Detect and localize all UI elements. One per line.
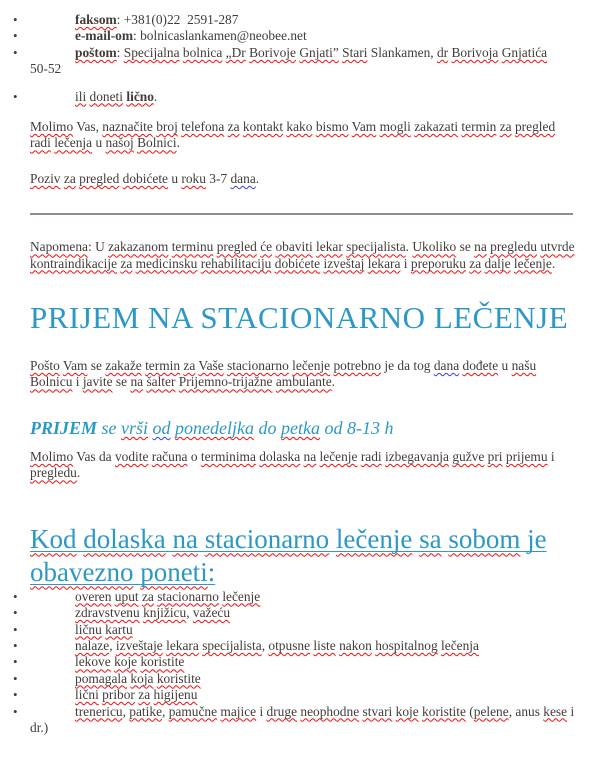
spellcheck-flagged-word: radi — [30, 135, 51, 151]
text-segment: , — [162, 703, 169, 719]
spellcheck-flagged-word: utvrde — [540, 239, 575, 255]
spellcheck-flagged-word: lekar — [316, 239, 343, 255]
paragraph-call-notice — [30, 171, 575, 187]
spellcheck-flagged-word: lečenje — [513, 255, 552, 271]
list-item — [0, 671, 593, 687]
spellcheck-flagged-word: doneti — [89, 88, 124, 104]
text-segment: se — [97, 417, 122, 438]
text-segment: Slankamen, — [367, 44, 437, 60]
spellcheck-flagged-word: Bolnicu — [30, 374, 73, 390]
spellcheck-flagged-word: Poziv — [30, 170, 61, 186]
spellcheck-flagged-word: Kod — [30, 523, 77, 554]
spellcheck-flagged-word: stacionarno — [227, 358, 289, 374]
spellcheck-flagged-word: ili — [75, 88, 87, 104]
spellcheck-flagged-word: zakaže — [105, 358, 142, 374]
spellcheck-flagged-word: koje — [395, 703, 419, 719]
spellcheck-flagged-word: poštom — [75, 44, 117, 60]
paragraph-admission-hours — [30, 417, 575, 439]
list-item — [0, 589, 593, 605]
spellcheck-flagged-word: pregled — [514, 119, 556, 135]
spellcheck-flagged-word: važeću — [192, 605, 231, 621]
spellcheck-flagged-word: lečenja — [54, 135, 93, 151]
spellcheck-flagged-word: pelene — [473, 703, 509, 719]
text-segment: i — [256, 703, 267, 719]
text-segment: . — [176, 135, 180, 151]
text-segment: . — [331, 374, 335, 390]
spellcheck-flagged-word: potrebno — [333, 358, 382, 374]
text-segment: . — [551, 255, 556, 271]
spellcheck-flagged-word: Pošto — [30, 358, 60, 374]
spellcheck-flagged-word: bismo — [315, 119, 349, 135]
spellcheck-flagged-word: otpusne — [268, 637, 311, 653]
spellcheck-flagged-word: pregled — [79, 170, 120, 186]
spellcheck-flagged-word: specijalista — [202, 637, 262, 653]
spellcheck-flagged-word: obavezno — [30, 556, 134, 587]
text-segment: Vas da — [73, 448, 115, 464]
spellcheck-flagged-word: Napomena — [30, 239, 89, 255]
grammar-flagged-word: dana — [230, 170, 256, 186]
text-segment: , — [122, 703, 130, 719]
spellcheck-flagged-word: pamučne — [168, 703, 218, 719]
text-segment: i dr.) — [30, 703, 575, 735]
spellcheck-flagged-word: kese — [543, 703, 568, 719]
text-segment: , anus — [508, 703, 544, 719]
spellcheck-flagged-word: termin — [461, 119, 497, 135]
spellcheck-flagged-word: Vaše — [198, 358, 224, 374]
spellcheck-flagged-word: kako — [286, 119, 313, 135]
spellcheck-flagged-word: za — [120, 255, 133, 271]
spellcheck-flagged-word: Stari — [342, 44, 368, 60]
spellcheck-flagged-word: Vam — [351, 119, 377, 135]
spellcheck-flagged-word: Borivoje — [249, 44, 296, 60]
spellcheck-flagged-word: lekara — [367, 255, 401, 271]
spellcheck-flagged-word: liste — [313, 637, 336, 653]
spellcheck-flagged-word: neophodne — [300, 703, 360, 719]
grammar-flagged-word: od — [152, 417, 171, 438]
spellcheck-flagged-word: druge — [266, 703, 298, 719]
spellcheck-flagged-word: lekara — [166, 637, 199, 653]
text-segment: 3-7 — [205, 170, 231, 186]
spellcheck-flagged-word: šalter — [146, 374, 176, 390]
spellcheck-flagged-word: lečenje — [319, 448, 358, 464]
text-segment: do — [254, 417, 282, 438]
items-to-bring-list — [0, 589, 603, 737]
spellcheck-flagged-word: vrši — [121, 417, 149, 438]
list-item — [0, 89, 593, 105]
spellcheck-flagged-word: pregled — [216, 239, 257, 255]
spellcheck-flagged-word: ponedeljka — [175, 417, 255, 438]
spellcheck-flagged-word: knjižicu — [143, 605, 187, 621]
spellcheck-flagged-word: izveštaj — [323, 255, 365, 271]
spellcheck-flagged-word: pregledu — [30, 465, 77, 481]
spellcheck-flagged-word: trenericu — [75, 703, 123, 719]
grammar-flagged-word: dana — [433, 358, 460, 374]
spellcheck-flagged-word: računa — [151, 448, 188, 464]
spellcheck-flagged-word: majice — [220, 703, 257, 719]
spellcheck-flagged-word: Molimo — [30, 448, 74, 464]
spellcheck-flagged-word: Prijemno-trijažne — [178, 374, 273, 390]
spellcheck-flagged-word: lečenje — [335, 523, 413, 554]
spellcheck-flagged-word: dolaska — [83, 523, 166, 554]
spellcheck-flagged-word: terminima — [200, 448, 256, 464]
list-item — [0, 605, 593, 621]
spellcheck-flagged-word: koristite — [140, 654, 185, 670]
text-segment: je da tog — [381, 358, 434, 374]
spellcheck-flagged-word: uput — [114, 588, 139, 604]
spellcheck-flagged-word: medicinsku — [135, 255, 198, 271]
spellcheck-flagged-word: Gnjati” — [299, 44, 339, 60]
spellcheck-flagged-word: zakazanom — [108, 239, 169, 255]
paragraph-arrival-times-notice — [30, 449, 575, 482]
text-segment: u — [168, 170, 182, 186]
spellcheck-flagged-word: Ukoliko — [412, 239, 457, 255]
spellcheck-flagged-word: Molimo — [30, 119, 74, 135]
text-segment: ( — [465, 703, 474, 719]
spellcheck-flagged-word: dr — [436, 44, 449, 60]
paragraph-phone-contact-request — [30, 119, 575, 152]
text-segment: od 8-13 h — [320, 417, 394, 438]
spellcheck-flagged-word: bolnica — [182, 44, 223, 60]
list-item — [0, 638, 593, 654]
text-segment: . — [255, 170, 260, 186]
heading-prijem-na-stacionarno-lecenje: PRIJEM NA STACIONARNO LEČENJE — [30, 300, 569, 336]
spellcheck-flagged-word: pregledu — [490, 239, 537, 255]
spellcheck-flagged-word: za — [63, 170, 76, 186]
text-segment: u — [498, 358, 512, 374]
spellcheck-flagged-word: ličnu — [75, 621, 102, 637]
spellcheck-flagged-word: „Dr — [225, 44, 246, 60]
spellcheck-flagged-word: koje — [114, 654, 138, 670]
spellcheck-flagged-word: roku — [181, 170, 206, 186]
spellcheck-flagged-word: našoj — [105, 135, 134, 151]
paragraph-napomena-note — [30, 239, 575, 272]
spellcheck-flagged-word: na — [130, 374, 144, 390]
spellcheck-flagged-word: koja — [130, 670, 154, 686]
spellcheck-flagged-word: stacionarno — [204, 523, 330, 554]
text-segment: , — [186, 605, 193, 621]
spellcheck-flagged-word: kontakt — [242, 119, 284, 135]
text-segment: : +381(0)22 2591-287 — [116, 12, 239, 27]
text-segment: i — [400, 255, 411, 271]
list-item — [0, 687, 593, 703]
spellcheck-flagged-word: radi — [360, 448, 382, 464]
spellcheck-flagged-word: faksom — [75, 12, 117, 27]
spellcheck-flagged-word: lečenje — [222, 588, 261, 604]
text-segment: . — [153, 88, 158, 104]
spellcheck-flagged-word: telefona — [181, 119, 225, 135]
spellcheck-flagged-word: našu — [511, 358, 537, 374]
spellcheck-flagged-word: pomagala — [75, 670, 128, 686]
text-segment: e-mail-om — [75, 28, 134, 44]
spellcheck-flagged-word: Bolnici — [137, 135, 177, 151]
spellcheck-flagged-word: javite — [82, 374, 113, 390]
text-segment: PRIJEM — [30, 417, 98, 438]
horizontal-divider — [30, 213, 573, 215]
spellcheck-flagged-word: kartu — [105, 621, 133, 637]
text-segment: u — [92, 135, 106, 151]
spellcheck-flagged-word: lečenje — [292, 358, 331, 374]
spellcheck-flagged-word: za — [138, 687, 151, 703]
text-segment: . — [405, 239, 413, 255]
spellcheck-flagged-word: vodite — [114, 448, 149, 464]
spellcheck-flagged-word: sa — [419, 523, 442, 554]
text-segment: i — [72, 374, 83, 390]
spellcheck-flagged-word: obaviti — [275, 239, 313, 255]
list-item — [0, 654, 593, 670]
spellcheck-flagged-word: dalje — [484, 255, 511, 271]
spellcheck-flagged-word: na — [172, 523, 198, 554]
spellcheck-flagged-word: dođete — [462, 358, 499, 374]
spellcheck-flagged-word: petka — [281, 417, 320, 438]
spellcheck-flagged-word: termin — [145, 358, 181, 374]
spellcheck-flagged-word: pribor — [102, 687, 135, 703]
text-segment — [329, 524, 336, 554]
text-segment: , — [109, 637, 116, 653]
text-segment: o — [187, 448, 201, 464]
spellcheck-flagged-word: lično — [126, 88, 154, 104]
list-item — [0, 704, 593, 737]
spellcheck-flagged-word: na — [474, 239, 487, 255]
spellcheck-flagged-word: pri — [487, 448, 503, 464]
text-segment: : U — [88, 239, 109, 255]
spellcheck-flagged-word: sobom — [448, 523, 521, 554]
contact-methods-list — [0, 12, 603, 105]
spellcheck-flagged-word: rehabilitaciju — [200, 255, 272, 271]
spellcheck-flagged-word: dobićete — [274, 255, 321, 271]
spellcheck-flagged-word: za — [469, 255, 482, 271]
spellcheck-flagged-word: poneti — [140, 556, 208, 587]
spellcheck-flagged-word: izbegavanja — [385, 448, 449, 464]
spellcheck-flagged-word: overen — [75, 588, 112, 604]
spellcheck-flagged-word: na — [303, 448, 317, 464]
spellcheck-flagged-word: lični — [75, 687, 99, 703]
list-item — [0, 12, 593, 28]
spellcheck-flagged-word: za — [227, 119, 240, 135]
heading-kod-dolaska-obavezno-poneti — [30, 523, 575, 589]
spellcheck-flagged-word: terminu — [171, 239, 214, 255]
spellcheck-flagged-word: Borivoja — [451, 44, 499, 60]
spellcheck-flagged-word: prijemu — [505, 448, 548, 464]
spellcheck-flagged-word: ambulante — [275, 374, 332, 390]
text-segment: . — [76, 465, 81, 481]
spellcheck-flagged-word: nalaze — [75, 637, 110, 653]
list-item — [0, 28, 593, 44]
spellcheck-flagged-word: preporuku — [410, 255, 466, 271]
text-segment: Vas, — [73, 119, 103, 135]
spellcheck-flagged-word: kontraindikacije — [30, 255, 118, 271]
spellcheck-flagged-word: će — [260, 239, 273, 255]
spellcheck-flagged-word: izveštaje — [115, 637, 163, 653]
list-item — [0, 622, 593, 638]
spellcheck-flagged-word: mogli — [379, 119, 411, 135]
spellcheck-flagged-word: higijenu — [153, 687, 198, 703]
spellcheck-flagged-word: za — [141, 588, 154, 604]
spellcheck-flagged-word: zdravstvenu — [75, 605, 140, 621]
spellcheck-flagged-word: Vam — [62, 358, 88, 374]
text-segment: 50-52 — [30, 61, 62, 77]
text-segment: je — [520, 523, 547, 554]
text-segment — [198, 524, 205, 554]
spellcheck-flagged-word: dobićete — [122, 170, 168, 186]
list-item — [0, 45, 593, 78]
text-segment: se — [456, 239, 475, 255]
spellcheck-flagged-word: stacionarno — [157, 588, 219, 604]
spellcheck-flagged-word: Specijalna — [123, 44, 180, 60]
spellcheck-flagged-word: za — [499, 119, 512, 135]
paragraph-appointment-arrival — [30, 358, 575, 391]
spellcheck-flagged-word: koristite — [156, 670, 201, 686]
text-segment: se — [87, 358, 106, 374]
text-segment: : — [116, 44, 124, 60]
text-segment: i — [547, 448, 555, 464]
text-segment: , — [261, 637, 269, 653]
text-segment: se — [112, 374, 131, 390]
spellcheck-flagged-word: patike — [129, 703, 163, 719]
spellcheck-flagged-word: za — [183, 358, 196, 374]
spellcheck-flagged-word: broj — [156, 119, 178, 135]
spellcheck-flagged-word: lečenja — [441, 637, 479, 653]
spellcheck-flagged-word: specijalista — [346, 239, 406, 255]
text-segment: : bolnicaslankamen@neobee.net — [133, 28, 307, 44]
spellcheck-flagged-word: lekove — [75, 654, 111, 670]
spellcheck-flagged-word: naznačite — [102, 119, 153, 135]
spellcheck-flagged-word: zakazati — [414, 119, 459, 135]
spellcheck-flagged-word: koristite — [422, 703, 466, 719]
spellcheck-flagged-word: Gnjatića — [501, 44, 548, 60]
text-segment: : — [207, 556, 216, 587]
spellcheck-flagged-word: stvari — [362, 703, 393, 719]
spellcheck-flagged-word: dolaska — [259, 448, 301, 464]
spellcheck-flagged-word: nakon — [339, 637, 372, 653]
spellcheck-flagged-word: gužve — [452, 448, 485, 464]
spellcheck-flagged-word: hospitalnog — [375, 637, 438, 653]
